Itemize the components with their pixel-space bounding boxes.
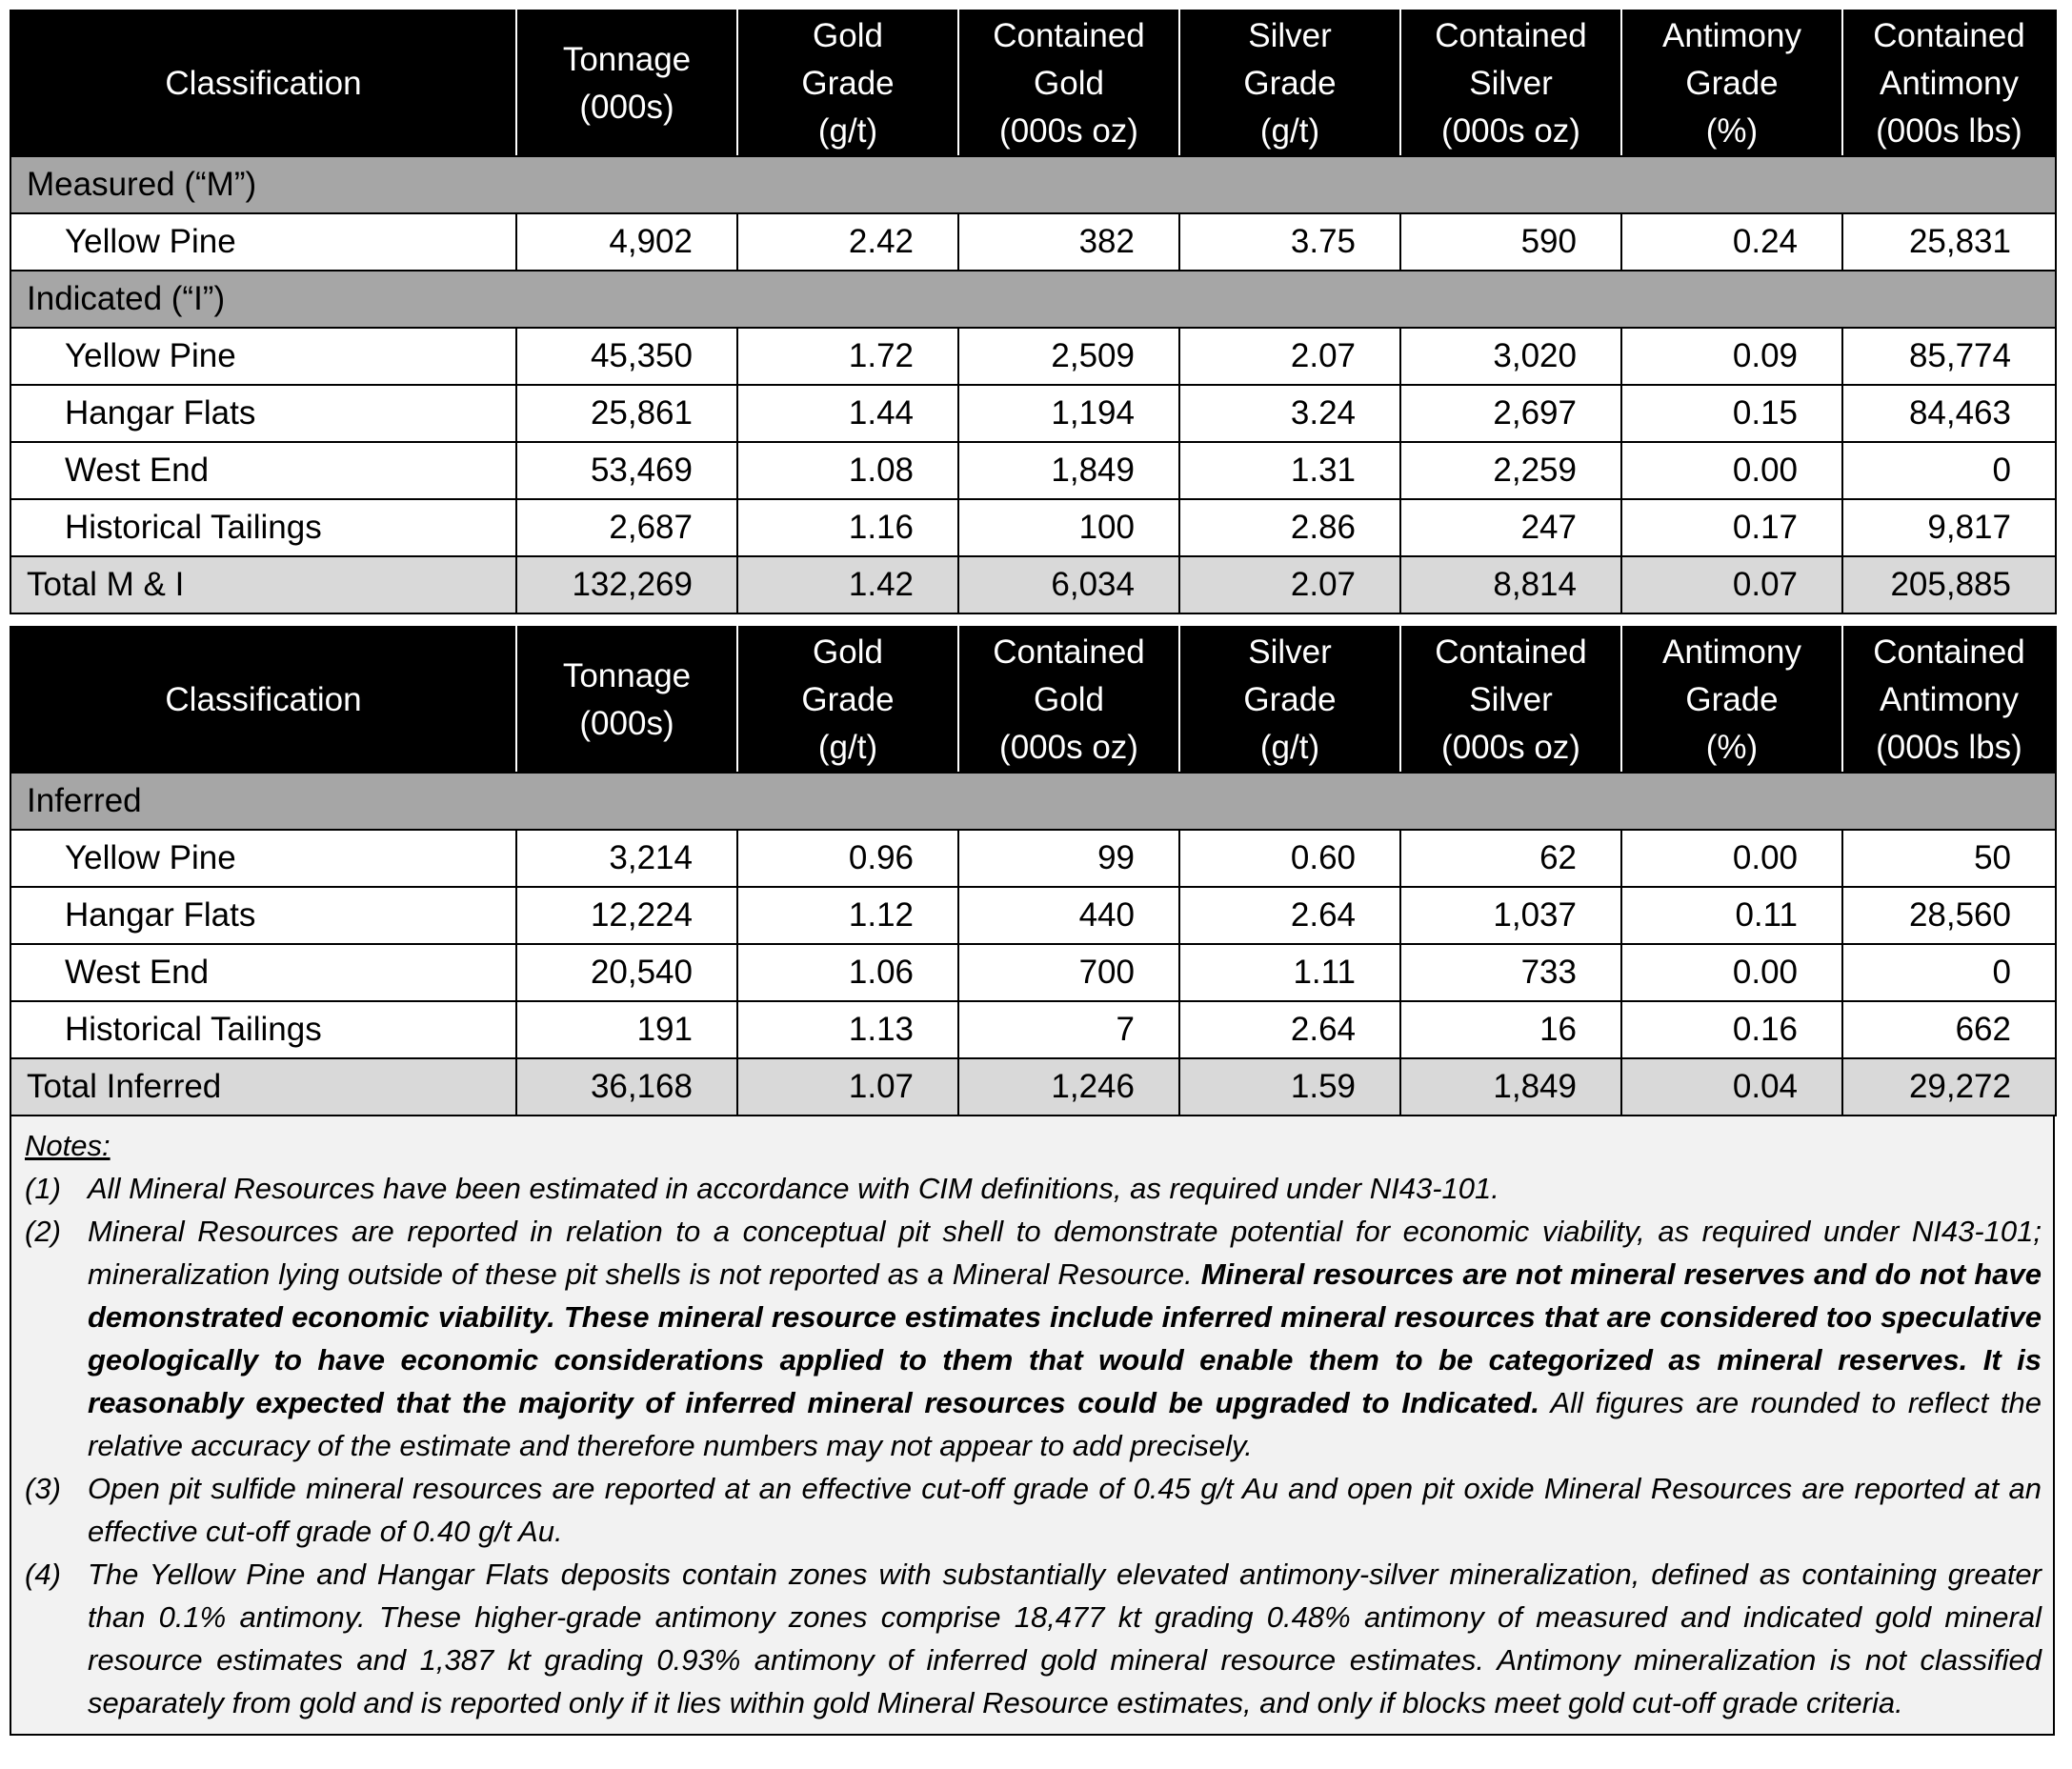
table-cell: 1.11 [1179, 944, 1400, 1001]
table-cell: 6,034 [958, 556, 1179, 613]
table-cell: 1.07 [737, 1058, 958, 1116]
column-header: Silver Grade (g/t) [1179, 627, 1400, 773]
note-number: (1) [25, 1172, 61, 1205]
table-cell: 2,259 [1400, 442, 1621, 499]
table-cell: 2.86 [1179, 499, 1400, 556]
table-cell: 1,246 [958, 1058, 1179, 1116]
table-cell: 1.42 [737, 556, 958, 613]
row-label: Historical Tailings [10, 1001, 516, 1058]
row-label: Yellow Pine [10, 328, 516, 385]
table-cell: 0.00 [1621, 830, 1842, 887]
row-label: West End [10, 442, 516, 499]
table-cell: 205,885 [1842, 556, 2056, 613]
section-label: Measured (“M”) [10, 156, 2056, 213]
table-cell: 1.59 [1179, 1058, 1400, 1116]
table-cell: 700 [958, 944, 1179, 1001]
column-header: Tonnage (000s) [516, 627, 737, 773]
table-cell: 1.44 [737, 385, 958, 442]
measured-indicated-table [10, 10, 2057, 614]
table-cell: 99 [958, 830, 1179, 887]
table-cell: 0 [1842, 442, 2056, 499]
note-3 [25, 1467, 2042, 1553]
table-cell: 2.42 [737, 213, 958, 271]
table-cell: 28,560 [1842, 887, 2056, 944]
table-cell: 1.16 [737, 499, 958, 556]
section-measured [10, 156, 2056, 213]
table-cell: 1.31 [1179, 442, 1400, 499]
table-cell: 2.64 [1179, 887, 1400, 944]
table-cell: 0.00 [1621, 944, 1842, 1001]
table-cell: 0.96 [737, 830, 958, 887]
section-label: Inferred [10, 773, 2056, 830]
table-cell: 3.75 [1179, 213, 1400, 271]
table-row [10, 944, 2056, 1001]
table-cell: 662 [1842, 1001, 2056, 1058]
table-cell: 1.06 [737, 944, 958, 1001]
column-header: Antimony Grade (%) [1621, 627, 1842, 773]
note-text-part: Mineral Resources are reported in relation to a conceptual pit shell to demonstrate potential for economic viability, as required under NI43-101; mineralization lying outside of these pit shells is not reported as a Mineral Resource. [88, 1215, 2042, 1291]
table-cell: 382 [958, 213, 1179, 271]
column-header: Gold Grade (g/t) [737, 10, 958, 156]
note-4 [25, 1553, 2042, 1724]
table-cell: 0.11 [1621, 887, 1842, 944]
table-cell: 2.07 [1179, 556, 1400, 613]
table-cell: 132,269 [516, 556, 737, 613]
table-cell: 45,350 [516, 328, 737, 385]
table-cell: 1,849 [1400, 1058, 1621, 1116]
table-cell: 0 [1842, 944, 2056, 1001]
table-row [10, 328, 2056, 385]
section-label: Indicated (“I”) [10, 271, 2056, 328]
table-cell: 1,037 [1400, 887, 1621, 944]
table-cell: 0.00 [1621, 442, 1842, 499]
column-header: Tonnage (000s) [516, 10, 737, 156]
note-text: The Yellow Pine and Hangar Flats deposits contain zones with substantially elevated antimony-silver mineralization, defined as containing greater than 0.1% antimony. These higher-grade antimony zones comprise 18,477 kt grading 0.48% antimony of measured and indicated gold mineral resource estimates and 1,387 kt grading 0.93% antimony of inferred gold mineral resource estimates. Antimony mineralization is not classified separately from gold and is reported only if it lies within gold Mineral Resource estimates, and only if blocks meet gold cut-off grade criteria. [88, 1558, 2042, 1719]
column-header: Contained Silver (000s oz) [1400, 10, 1621, 156]
table-cell: 3,214 [516, 830, 737, 887]
table-cell: 1.08 [737, 442, 958, 499]
table-cell: 8,814 [1400, 556, 1621, 613]
row-label: Total Inferred [10, 1058, 516, 1116]
section-inferred [10, 773, 2056, 830]
table-cell: 85,774 [1842, 328, 2056, 385]
row-label: Yellow Pine [10, 213, 516, 271]
header-row [10, 10, 2056, 156]
table-cell: 1.72 [737, 328, 958, 385]
note-number: (2) [25, 1215, 61, 1248]
table-cell: 36,168 [516, 1058, 737, 1116]
column-header: Antimony Grade (%) [1621, 10, 1842, 156]
table-cell: 0.16 [1621, 1001, 1842, 1058]
section-indicated [10, 271, 2056, 328]
row-label: Yellow Pine [10, 830, 516, 887]
row-label: Historical Tailings [10, 499, 516, 556]
table-row [10, 830, 2056, 887]
note-text-part: All figures are rounded to reflect the relative accuracy of the estimate and therefore numbers may not appear to add precisely. [88, 1386, 2042, 1462]
table-cell: 0.04 [1621, 1058, 1842, 1116]
table-cell: 1.13 [737, 1001, 958, 1058]
table-cell: 2.64 [1179, 1001, 1400, 1058]
column-header: Silver Grade (g/t) [1179, 10, 1400, 156]
column-header: Gold Grade (g/t) [737, 627, 958, 773]
table-cell: 25,831 [1842, 213, 2056, 271]
table-row [10, 1001, 2056, 1058]
table-cell: 12,224 [516, 887, 737, 944]
table-cell: 247 [1400, 499, 1621, 556]
note-1 [25, 1167, 2042, 1210]
column-header: Contained Silver (000s oz) [1400, 627, 1621, 773]
header-row [10, 627, 2056, 773]
table-cell: 0.60 [1179, 830, 1400, 887]
table-cell: 25,861 [516, 385, 737, 442]
table-cell: 20,540 [516, 944, 737, 1001]
table-cell: 50 [1842, 830, 2056, 887]
note-text: Open pit sulfide mineral resources are reported at an effective cut-off grade of 0.45 g/t Au and open pit oxide Mineral Resources are reported at an effective cut-off grade of 0.40 g/t Au. [88, 1472, 2042, 1548]
table-cell: 0.15 [1621, 385, 1842, 442]
table-cell: 2,697 [1400, 385, 1621, 442]
table-cell: 1,194 [958, 385, 1179, 442]
note-text-bold: Mineral resources are not mineral reserves and do not have demonstrated economic viability. These mineral resource estimates include inferred mineral resources that are considered too speculative geologically to have economic considerations applied to them that would enable them to be categorized as mineral reserves. It is reasonably expected that the majority of inferred mineral resources could be upgraded to Indicated. [88, 1257, 2042, 1419]
table-cell: 590 [1400, 213, 1621, 271]
table-cell: 9,817 [1842, 499, 2056, 556]
inferred-table [10, 626, 2057, 1116]
table-row [10, 213, 2056, 271]
table-cell: 440 [958, 887, 1179, 944]
table-cell: 2,687 [516, 499, 737, 556]
column-header: Contained Gold (000s oz) [958, 10, 1179, 156]
column-header: Contained Antimony (000s lbs) [1842, 10, 2056, 156]
table-cell: 0.09 [1621, 328, 1842, 385]
total-row [10, 556, 2056, 613]
table-cell: 1.12 [737, 887, 958, 944]
table-cell: 3.24 [1179, 385, 1400, 442]
column-header: Contained Antimony (000s lbs) [1842, 627, 2056, 773]
row-label: West End [10, 944, 516, 1001]
table-cell: 53,469 [516, 442, 737, 499]
total-row [10, 1058, 2056, 1116]
resource-estimate-document [10, 10, 2055, 1736]
table-cell: 191 [516, 1001, 737, 1058]
table-cell: 29,272 [1842, 1058, 2056, 1116]
table-cell: 16 [1400, 1001, 1621, 1058]
table-row [10, 499, 2056, 556]
table-row [10, 887, 2056, 944]
table-cell: 2.07 [1179, 328, 1400, 385]
row-label: Hangar Flats [10, 385, 516, 442]
note-text: All Mineral Resources have been estimated in accordance with CIM definitions, as required under NI43-101. [88, 1172, 1499, 1205]
notes-title: Notes: [25, 1129, 111, 1162]
note-2 [25, 1210, 2042, 1467]
table-row [10, 442, 2056, 499]
table-cell: 100 [958, 499, 1179, 556]
row-label: Hangar Flats [10, 887, 516, 944]
note-text [88, 1210, 2042, 1467]
table-cell: 0.07 [1621, 556, 1842, 613]
table-row [10, 385, 2056, 442]
table-cell: 733 [1400, 944, 1621, 1001]
table-cell: 3,020 [1400, 328, 1621, 385]
column-header: Contained Gold (000s oz) [958, 627, 1179, 773]
note-number: (3) [25, 1472, 61, 1505]
column-header: Classification [10, 10, 516, 156]
notes-section [10, 1116, 2055, 1736]
row-label: Total M & I [10, 556, 516, 613]
table-cell: 84,463 [1842, 385, 2056, 442]
table-cell: 62 [1400, 830, 1621, 887]
table-cell: 4,902 [516, 213, 737, 271]
table-cell: 0.24 [1621, 213, 1842, 271]
table-cell: 0.17 [1621, 499, 1842, 556]
table-cell: 2,509 [958, 328, 1179, 385]
table-cell: 7 [958, 1001, 1179, 1058]
note-number: (4) [25, 1558, 61, 1591]
column-header: Classification [10, 627, 516, 773]
table-cell: 1,849 [958, 442, 1179, 499]
